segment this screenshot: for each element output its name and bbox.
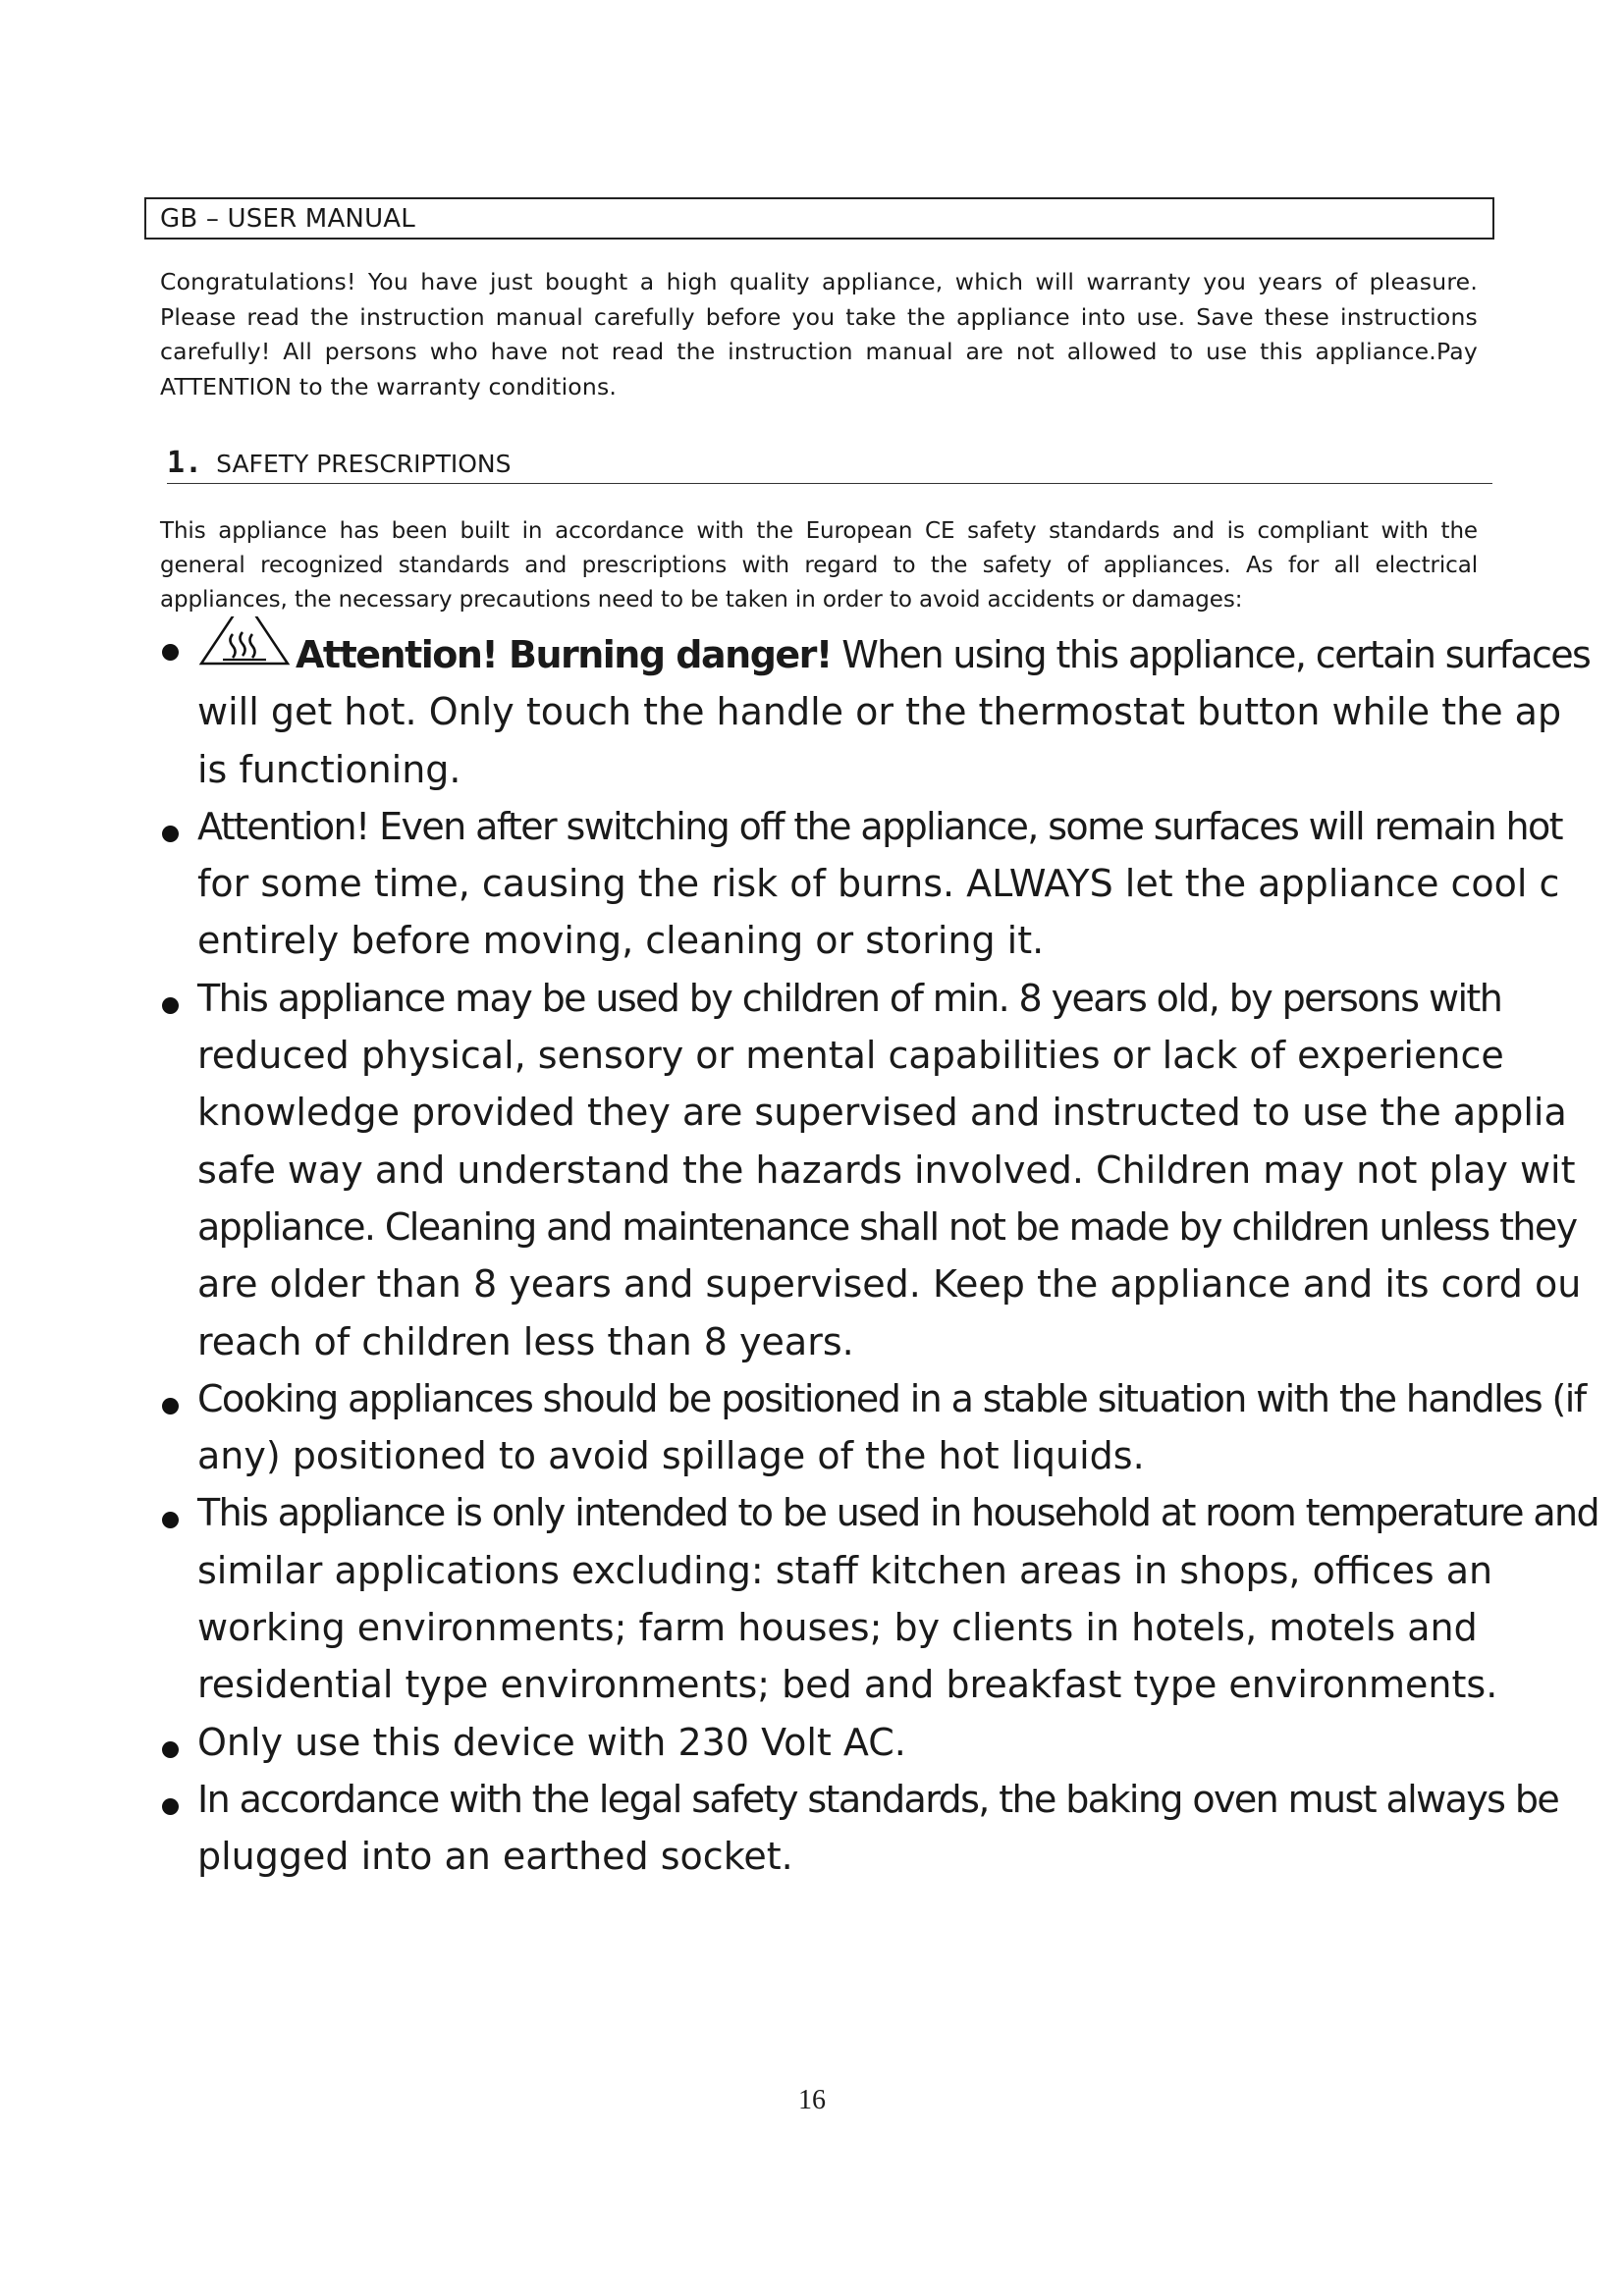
bullet-surfaces-remain-hot <box>0 798 1624 970</box>
bullet-line: In accordance with the legal safety standards, the baking oven must always be <box>197 1777 1559 1821</box>
safety-bullet-list <box>0 616 1624 1942</box>
bullet-line <box>197 616 1624 683</box>
bullet-household-use <box>0 1484 1624 1713</box>
page-number: 16 <box>798 2085 826 2115</box>
bullet-line: This appliance may be used by children of min. 8 years old, by persons with <box>197 976 1502 1020</box>
bullet-text: When using this appliance, certain surfaces <box>831 633 1591 676</box>
bullet-dot <box>162 1398 179 1415</box>
burning-danger-label: Attention! Burning danger! <box>296 633 832 676</box>
section-number: 1. <box>167 446 203 480</box>
bullet-line: reach of children less than 8 years. <box>197 1319 854 1363</box>
bullet-dot <box>162 644 179 661</box>
intro-paragraph: Congratulations! You have just bought a high quality appliance, which will warranty you years of pleasure. Please read the instruction manual carefully before you take the appliance into use. Save these instructions carefully! All persons who have not read the instruction manual are not allowed to use this appliance.Pay ATTENTION to the warranty conditions. <box>160 268 1478 400</box>
bullet-voltage <box>0 1714 1624 1771</box>
bullet-line: similar applications excluding: staff kitchen areas in shops, offices an <box>197 1548 1493 1592</box>
bullet-line: This appliance is only intended to be used in household at room temperature and <box>197 1491 1599 1535</box>
bullet-line: are older than 8 years and supervised. Keep the appliance and its cord ou <box>197 1262 1582 1307</box>
bullet-line: entirely before moving, cleaning or storing it. <box>197 919 1045 963</box>
hot-surface-warning-icon <box>197 616 296 675</box>
bullet-line: any) positioned to avoid spillage of the hot liquids. <box>197 1434 1145 1478</box>
bullet-line: Cooking appliances should be positioned in a stable situation with the handles (if <box>197 1376 1586 1420</box>
bullet-line: safe way and understand the hazards involved. Children may not play wit <box>197 1148 1576 1192</box>
bullet-burning-danger <box>0 616 1624 798</box>
bullet-line: residential type environments; bed and breakfast type environments. <box>197 1663 1498 1707</box>
section-title: SAFETY PRESCRIPTIONS <box>216 450 512 478</box>
bullet-earthed-socket <box>0 1771 1624 1886</box>
bullet-dot <box>162 997 179 1014</box>
manual-header <box>144 197 1494 240</box>
bullet-line: Attention! Even after switching off the appliance, some surfaces will remain hot <box>197 804 1562 848</box>
bullet-line: appliance. Cleaning and maintenance shall not be made by children unless they <box>197 1204 1577 1249</box>
bullet-children-usage <box>0 970 1624 1370</box>
bullet-line: Only use this device with 230 Volt AC. <box>197 1720 906 1764</box>
section-heading <box>167 444 1492 484</box>
bullet-dot <box>162 1512 179 1528</box>
bullet-dot <box>162 1741 179 1758</box>
bullet-line: is functioning. <box>197 747 461 791</box>
safety-intro-paragraph: This appliance has been built in accordance with the European CE safety standards and is compliant with the general recognized standards and prescriptions with regard to the safety of appliances. As for all electrical appliances, the necessary precautions need to be taken in order to avoid accidents or damages: <box>160 518 1478 613</box>
bullet-line: plugged into an earthed socket. <box>197 1835 793 1879</box>
bullet-line: working environments; farm houses; by clients in hotels, motels and <box>197 1606 1478 1650</box>
bullet-stable-position <box>0 1370 1624 1485</box>
bullet-dot <box>162 1798 179 1815</box>
bullet-line: will get hot. Only touch the handle or the thermostat button while the ap <box>197 690 1562 734</box>
bullet-line: for some time, causing the risk of burns. ALWAYS let the appliance cool c <box>197 862 1560 906</box>
bullet-dot <box>162 826 179 842</box>
bullet-line: knowledge provided they are supervised and instructed to use the applia <box>197 1091 1567 1135</box>
bullet-line: reduced physical, sensory or mental capabilities or lack of experience <box>197 1034 1504 1078</box>
manual-title: GB – USER MANUAL <box>160 204 415 234</box>
